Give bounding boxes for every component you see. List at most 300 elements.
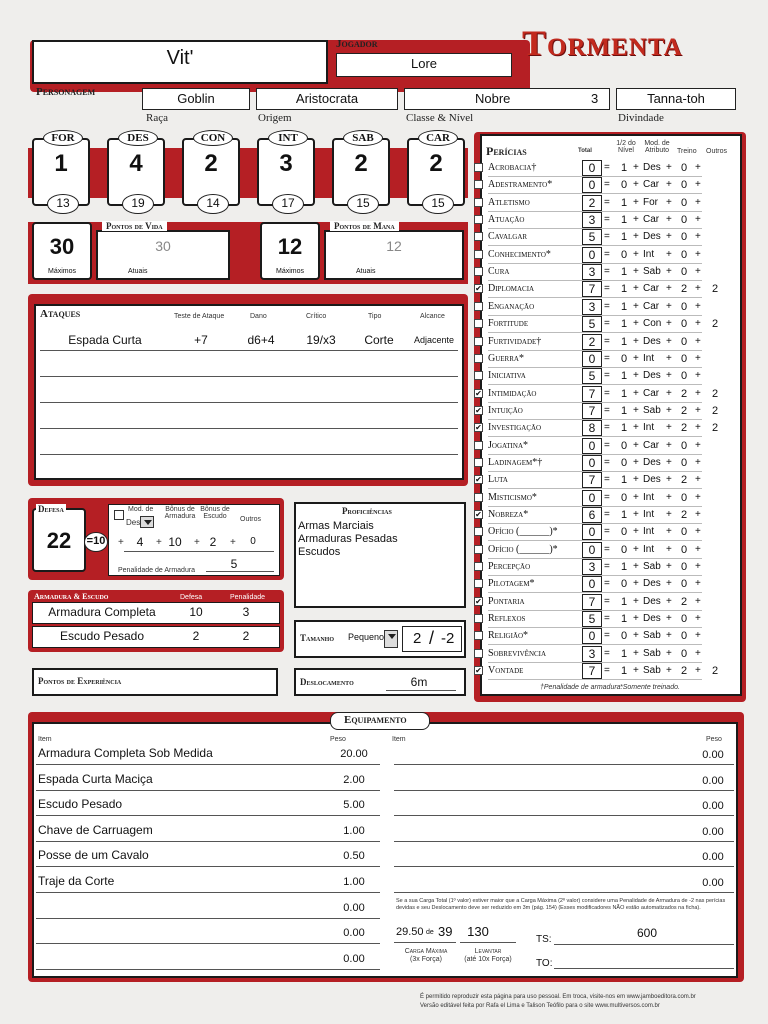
skill-training[interactable]: 2 <box>680 595 688 608</box>
hp-current-value[interactable]: 30 <box>155 238 171 254</box>
skill-other[interactable]: 2 <box>711 665 719 678</box>
player-label: Jogador <box>336 38 378 50</box>
equipment-item-weight[interactable]: 0.00 <box>343 927 365 940</box>
skill-attribute[interactable]: Car <box>643 283 660 295</box>
skill-half-level[interactable]: 1 <box>620 335 628 348</box>
skill-total[interactable]: 8 <box>582 420 602 436</box>
skill-trained-checkbox[interactable] <box>474 163 483 172</box>
skill-attribute[interactable]: Car <box>643 179 660 191</box>
skill-attribute[interactable]: Des <box>643 335 661 347</box>
skill-other[interactable]: 2 <box>711 387 719 400</box>
size-sep: / <box>429 628 435 648</box>
skill-training[interactable]: 2 <box>680 404 688 417</box>
defense-mod-checkbox[interactable] <box>114 510 124 520</box>
skill-training[interactable]: 0 <box>680 613 688 626</box>
equipment-item-weight[interactable]: 1.00 <box>343 824 365 837</box>
attributes-band <box>28 148 468 198</box>
skill-row[interactable] <box>474 542 740 559</box>
skill-trained-checkbox[interactable]: ✔ <box>475 596 482 606</box>
ts-label: TS: <box>536 934 552 945</box>
size-mod2[interactable]: -2 <box>441 630 455 647</box>
skill-row[interactable] <box>474 438 740 455</box>
skill-name: Pilotagem* <box>488 578 535 590</box>
skill-trained-checkbox[interactable] <box>474 493 483 502</box>
attr-int-mod: 3 <box>279 150 293 177</box>
skill-trained-checkbox[interactable] <box>474 232 483 241</box>
skill-row[interactable] <box>474 611 740 628</box>
skill-name: Vontade <box>488 665 524 677</box>
player-field[interactable]: Lore <box>336 53 512 77</box>
skill-attribute[interactable]: Sab <box>643 630 661 642</box>
skill-half-level[interactable]: 1 <box>620 665 628 678</box>
skill-total[interactable]: 0 <box>582 628 602 644</box>
skill-attribute[interactable]: Sab <box>643 647 661 659</box>
skill-trained-checkbox[interactable] <box>474 441 483 450</box>
skill-attribute[interactable]: Sab <box>643 561 661 573</box>
skill-total[interactable]: 0 <box>582 160 602 176</box>
skill-trained-checkbox[interactable] <box>474 527 483 536</box>
skill-name: Sobrevivência <box>488 647 547 659</box>
skill-half-level[interactable]: 0 <box>620 456 628 469</box>
skill-total[interactable]: 3 <box>582 299 602 315</box>
skill-row[interactable] <box>474 490 740 507</box>
size-mod1[interactable]: 2 <box>413 630 422 647</box>
defense-value-line <box>124 551 274 552</box>
skill-trained-checkbox[interactable] <box>474 180 483 189</box>
skill-attribute[interactable]: Int <box>643 509 655 520</box>
defense-shield[interactable]: 2 <box>209 535 217 549</box>
skill-total[interactable]: 5 <box>582 368 602 384</box>
attack-1-test[interactable]: +7 <box>194 333 208 347</box>
skill-half-level[interactable]: 1 <box>620 266 628 279</box>
skill-row[interactable] <box>474 524 740 541</box>
skill-attribute[interactable]: Des <box>643 578 661 590</box>
load-max-label: Carga Máxima <box>404 948 448 955</box>
skill-training[interactable]: 0 <box>680 491 688 504</box>
equipment-item-name[interactable]: Traje da Corte <box>38 874 115 888</box>
skill-total[interactable]: 7 <box>582 386 602 402</box>
skill-row[interactable] <box>474 628 740 645</box>
skill-name: Atuação <box>488 214 525 226</box>
deity-field[interactable]: Tanna-toh <box>616 88 736 110</box>
skill-total[interactable]: 0 <box>582 455 602 471</box>
skill-row[interactable] <box>474 264 740 281</box>
skill-attribute[interactable]: Car <box>643 214 660 226</box>
skill-training[interactable]: 2 <box>680 283 688 296</box>
skill-training[interactable]: 0 <box>680 231 688 244</box>
skill-total[interactable]: 0 <box>582 490 602 506</box>
skill-total[interactable]: 7 <box>582 281 602 297</box>
attr-con-score: 14 <box>197 194 229 214</box>
skill-half-level[interactable]: 1 <box>620 595 628 608</box>
attacks-header-test: Teste de Ataque <box>174 313 225 320</box>
skill-trained-checkbox[interactable] <box>474 302 483 311</box>
origin-field[interactable]: Aristocrata <box>256 88 398 110</box>
skill-total[interactable]: 0 <box>582 247 602 263</box>
defense-mod-attr[interactable]: Des <box>126 518 141 527</box>
skill-training[interactable]: 0 <box>680 318 688 331</box>
skill-half-level[interactable]: 1 <box>620 214 628 227</box>
skill-attribute[interactable]: Sab <box>643 404 661 416</box>
skill-attribute[interactable]: Des <box>643 231 661 243</box>
skill-half-level[interactable]: 0 <box>620 630 628 643</box>
skill-total[interactable]: 5 <box>582 229 602 245</box>
skill-half-level[interactable]: 1 <box>620 474 628 487</box>
equipment-item-weight[interactable]: 1.00 <box>343 876 365 888</box>
equipment-item-weight[interactable]: 20.00 <box>340 748 368 760</box>
plus-sign: + <box>666 543 672 555</box>
skill-half-level[interactable]: 1 <box>620 422 628 435</box>
skill-attribute[interactable]: Car <box>643 387 660 399</box>
attack-1-crit[interactable]: 19/x3 <box>306 333 336 347</box>
proficiency-item[interactable]: Armas Marciais <box>298 520 374 532</box>
skill-attribute[interactable]: Int <box>643 248 655 260</box>
skill-training[interactable]: 0 <box>680 370 688 383</box>
skill-trained-checkbox[interactable] <box>474 631 483 640</box>
equipment-item-weight[interactable]: 0.00 <box>702 800 724 813</box>
defense-armor[interactable]: 10 <box>168 535 182 549</box>
equipment-item-weight[interactable]: 0.00 <box>343 952 365 965</box>
equipment-item-weight[interactable]: 0.00 <box>702 877 724 889</box>
skill-half-level[interactable]: 1 <box>620 387 628 400</box>
skill-training[interactable]: 0 <box>680 179 688 192</box>
skill-trained-checkbox[interactable] <box>474 649 483 658</box>
skill-total[interactable]: 3 <box>582 646 602 662</box>
attr-des-mod: 4 <box>129 150 143 177</box>
skill-total[interactable]: 0 <box>582 351 602 367</box>
skill-training[interactable]: 0 <box>680 214 688 227</box>
skill-trained-checkbox[interactable] <box>474 215 483 224</box>
skill-total[interactable]: 5 <box>582 611 602 627</box>
skill-row[interactable] <box>474 420 740 437</box>
skill-row[interactable] <box>474 160 740 177</box>
skill-training[interactable]: 0 <box>680 630 688 643</box>
skill-row[interactable] <box>474 646 740 663</box>
attr-car-name: CAR <box>418 130 458 146</box>
skill-row[interactable] <box>474 281 740 298</box>
skill-attribute[interactable]: Sab <box>643 266 661 278</box>
skill-row[interactable] <box>474 247 740 264</box>
skill-attribute[interactable]: Sab <box>643 665 661 677</box>
size-dropdown-icon[interactable] <box>384 630 398 648</box>
skill-other[interactable]: 2 <box>711 422 719 435</box>
skill-half-level[interactable]: 1 <box>620 613 628 626</box>
equals-sign: = <box>604 283 610 295</box>
skill-training[interactable]: 0 <box>680 162 688 174</box>
skill-half-level[interactable]: 0 <box>620 543 628 556</box>
defense-penalty[interactable]: 5 <box>230 557 238 571</box>
skill-trained-checkbox[interactable] <box>474 337 483 346</box>
skill-training[interactable]: 0 <box>680 456 688 469</box>
equipment-item-name[interactable]: Armadura Completa Sob Medida <box>38 746 213 760</box>
equipment-item-name[interactable]: Posse de um Cavalo <box>38 848 149 863</box>
plus-sign: + <box>695 162 701 173</box>
defense-attr-dropdown-icon[interactable] <box>140 516 154 528</box>
skill-total[interactable]: 3 <box>582 264 602 280</box>
skill-training[interactable]: 2 <box>680 665 688 678</box>
attack-1-name[interactable]: Espada Curta <box>68 333 142 347</box>
skill-training[interactable]: 0 <box>680 248 688 261</box>
skill-training[interactable]: 0 <box>680 300 688 313</box>
skills-total-label: Total <box>578 148 592 154</box>
skill-trained-checkbox[interactable] <box>474 198 483 207</box>
skill-total[interactable]: 7 <box>582 663 602 679</box>
skill-training[interactable]: 2 <box>680 509 688 521</box>
skill-training[interactable]: 0 <box>680 526 688 539</box>
skill-attribute[interactable]: Des <box>643 370 661 382</box>
skill-attribute[interactable]: Int <box>643 352 655 364</box>
attack-1-type[interactable]: Corte <box>364 333 394 347</box>
skill-half-level[interactable]: 1 <box>620 404 628 417</box>
skill-half-level[interactable]: 0 <box>620 352 628 365</box>
skill-row[interactable] <box>474 559 740 576</box>
skill-row[interactable] <box>474 195 740 212</box>
skill-training[interactable]: 0 <box>680 266 688 279</box>
skill-half-level[interactable]: 1 <box>620 647 628 660</box>
skill-row[interactable] <box>474 212 740 229</box>
attr-con-name: CON <box>193 130 233 146</box>
skill-row[interactable] <box>474 334 740 351</box>
skill-half-level[interactable]: 0 <box>620 578 628 591</box>
equipment-item-weight[interactable]: 0.00 <box>702 749 724 761</box>
armor-pen-label: Penalidade <box>230 594 266 601</box>
to-line <box>554 968 734 969</box>
equals-sign: = <box>604 370 610 382</box>
skill-trained-checkbox[interactable]: ✔ <box>475 423 482 433</box>
skill-row[interactable] <box>474 507 740 524</box>
skill-total[interactable]: 3 <box>582 559 602 575</box>
skill-row[interactable] <box>474 351 740 368</box>
equipment-row-line <box>36 943 380 944</box>
skill-trained-checkbox[interactable] <box>474 545 483 554</box>
skill-trained-checkbox[interactable] <box>474 319 483 328</box>
hp-current-label: Atuais <box>128 268 148 275</box>
equipment-row-line <box>394 892 734 893</box>
proficiency-item[interactable]: Escudos <box>298 546 341 558</box>
skill-row[interactable] <box>474 455 740 472</box>
skill-half-level[interactable]: 0 <box>620 491 628 504</box>
skill-total[interactable]: 0 <box>582 524 602 540</box>
mp-current-value[interactable]: 12 <box>386 238 402 254</box>
skill-trained-checkbox[interactable]: ✔ <box>475 510 482 519</box>
skill-total[interactable]: 2 <box>582 195 602 211</box>
skill-total[interactable]: 3 <box>582 212 602 228</box>
skill-row[interactable] <box>474 663 740 680</box>
plus-sign: + <box>633 422 639 434</box>
skill-trained-checkbox[interactable]: ✔ <box>475 284 482 294</box>
equipment-item-weight[interactable]: 0.00 <box>702 774 724 787</box>
skill-half-level[interactable]: 1 <box>620 561 628 574</box>
defense-shield-label: Bônus de Escudo <box>200 506 230 520</box>
size-mod-box <box>402 626 462 652</box>
proficiency-item[interactable]: Armaduras Pesadas <box>298 533 398 545</box>
skill-row[interactable] <box>474 299 740 316</box>
plus-sign: + <box>695 404 701 416</box>
skill-attribute[interactable]: Des <box>643 456 661 468</box>
skill-attribute[interactable]: Int <box>643 526 655 538</box>
skill-training[interactable]: 0 <box>680 561 688 574</box>
skill-total[interactable]: 0 <box>582 542 602 558</box>
skill-attribute[interactable]: Des <box>643 162 661 173</box>
equipment-item-weight[interactable]: 0.00 <box>343 901 365 914</box>
skill-half-level[interactable]: 0 <box>620 248 628 261</box>
skill-row[interactable] <box>474 472 740 489</box>
attr-sab[interactable] <box>332 132 390 210</box>
skill-half-level[interactable]: 1 <box>620 231 628 244</box>
skill-attribute[interactable]: Des <box>643 613 661 625</box>
equipment-item-weight[interactable]: 0.00 <box>702 825 724 838</box>
hp-max-value[interactable]: 30 <box>49 234 75 259</box>
equals-sign: = <box>604 179 610 191</box>
skill-total[interactable]: 0 <box>582 576 602 592</box>
skill-half-level[interactable]: 1 <box>620 300 628 313</box>
plus-sign: + <box>633 318 639 330</box>
size-value[interactable]: Pequeno <box>348 632 385 642</box>
skill-total[interactable]: 5 <box>582 316 602 332</box>
skill-half-level[interactable]: 0 <box>620 439 628 452</box>
hp-current-box <box>96 230 230 280</box>
class-field[interactable] <box>404 88 610 110</box>
skill-trained-checkbox[interactable] <box>474 267 483 276</box>
skill-trained-checkbox[interactable]: ✔ <box>475 475 482 485</box>
attr-car[interactable] <box>407 132 465 210</box>
skill-training[interactable]: 0 <box>680 543 688 556</box>
attr-con[interactable] <box>182 132 240 210</box>
skill-training[interactable]: 2 <box>680 422 688 435</box>
skill-training[interactable]: 2 <box>680 387 688 400</box>
attr-int-name: INT <box>268 130 308 146</box>
skill-attribute[interactable]: Des <box>643 474 661 486</box>
skill-row[interactable] <box>474 403 740 420</box>
skill-half-level[interactable]: 0 <box>620 526 628 539</box>
attr-des[interactable] <box>107 132 165 210</box>
skill-half-level[interactable]: 1 <box>620 318 628 331</box>
skill-half-level[interactable]: 1 <box>620 196 628 209</box>
skill-other[interactable]: 2 <box>711 283 719 296</box>
skill-attribute[interactable]: Des <box>643 595 661 607</box>
equipment-item-name[interactable]: Chave de Carruagem <box>38 822 153 837</box>
equipment-item-weight[interactable]: 0.50 <box>343 850 365 863</box>
skill-attribute[interactable]: Car <box>643 300 660 312</box>
skill-total[interactable]: 0 <box>582 177 602 193</box>
skill-row[interactable] <box>474 594 740 611</box>
skill-trained-checkbox[interactable] <box>474 458 483 467</box>
attack-1-range[interactable]: Adjacente <box>413 335 455 345</box>
defense-value[interactable]: 22 <box>46 528 72 553</box>
skill-total[interactable]: 0 <box>582 438 602 454</box>
mp-max-value[interactable]: 12 <box>277 234 303 259</box>
skill-total[interactable]: 6 <box>582 507 602 523</box>
skill-training[interactable]: 0 <box>680 335 688 348</box>
skill-name: Misticismo* <box>488 491 537 503</box>
equipment-item-name[interactable]: Espada Curta Maciça <box>38 771 153 786</box>
skill-total[interactable]: 2 <box>582 334 602 350</box>
skill-trained-checkbox[interactable] <box>474 562 483 571</box>
equipment-item-name[interactable]: Escudo Pesado <box>38 797 123 812</box>
skill-trained-checkbox[interactable] <box>474 614 483 623</box>
character-name-field[interactable]: Vit' <box>166 47 194 69</box>
skill-training[interactable]: 0 <box>680 578 688 591</box>
skill-half-level[interactable]: 1 <box>620 370 628 383</box>
plus-sign: + <box>666 300 672 312</box>
skill-trained-checkbox[interactable]: ✔ <box>475 666 482 676</box>
race-field[interactable]: Goblin <box>142 88 250 110</box>
skill-attribute[interactable]: Con <box>643 318 662 330</box>
equipment-item-weight[interactable]: 5.00 <box>343 799 365 812</box>
skill-row[interactable] <box>474 576 740 593</box>
equipment-row-line <box>36 866 380 867</box>
skill-training[interactable]: 0 <box>680 352 688 365</box>
skill-name: Intuição <box>488 404 523 416</box>
defense-mod[interactable]: 4 <box>136 535 144 549</box>
skill-attribute[interactable]: For <box>643 196 658 208</box>
skill-half-level[interactable]: 1 <box>620 162 628 174</box>
skill-training[interactable]: 0 <box>680 647 688 660</box>
skill-row[interactable] <box>474 229 740 246</box>
skill-attribute[interactable]: Int <box>643 422 655 434</box>
skill-total[interactable]: 7 <box>582 403 602 419</box>
skill-trained-checkbox[interactable]: ✔ <box>475 405 482 415</box>
equipment-row-line <box>36 918 380 919</box>
movement-value[interactable]: 6m <box>410 675 428 689</box>
skill-trained-checkbox[interactable] <box>474 579 483 588</box>
armor-2-name: Escudo Pesado <box>59 629 145 643</box>
skill-attribute[interactable]: Car <box>643 439 660 451</box>
armor-row-1[interactable] <box>32 602 280 624</box>
attr-for[interactable] <box>32 132 90 210</box>
attr-int[interactable] <box>257 132 315 210</box>
skill-row[interactable] <box>474 386 740 403</box>
skill-trained-checkbox[interactable] <box>474 371 483 380</box>
skill-row[interactable] <box>474 316 740 333</box>
skill-half-level[interactable]: 0 <box>620 179 628 192</box>
skill-training[interactable]: 2 <box>680 474 688 487</box>
attack-1-damage[interactable]: d6+4 <box>247 333 275 347</box>
skill-row[interactable] <box>474 177 740 194</box>
skill-half-level[interactable]: 1 <box>620 283 628 296</box>
skill-total[interactable]: 7 <box>582 472 602 488</box>
skill-other[interactable]: 2 <box>711 318 719 331</box>
equipment-item-weight[interactable]: 2.00 <box>343 773 365 786</box>
skill-row[interactable] <box>474 368 740 385</box>
equipment-row-line <box>36 790 380 791</box>
skill-other[interactable]: 2 <box>711 404 719 417</box>
class-label: Classe & Nível <box>406 112 474 124</box>
equipment-item-weight[interactable]: 0.00 <box>702 851 724 864</box>
skill-attribute[interactable]: Int <box>643 491 655 503</box>
armor-row-2[interactable] <box>32 626 280 648</box>
equipment-row-line <box>394 815 734 816</box>
plus-sign: + <box>633 300 639 312</box>
skill-name: Guerra* <box>488 352 524 364</box>
skill-attribute[interactable]: Int <box>643 543 655 555</box>
defense-value-box <box>32 508 86 572</box>
skill-trained-checkbox[interactable] <box>474 354 483 363</box>
skill-trained-checkbox[interactable] <box>474 250 483 259</box>
skill-trained-checkbox[interactable]: ✔ <box>475 388 482 398</box>
plus-sign: + <box>633 370 639 382</box>
skill-total[interactable]: 7 <box>582 594 602 610</box>
equals-sign: = <box>604 439 610 451</box>
equals-sign: = <box>604 613 610 625</box>
defense-other[interactable]: 0 <box>250 536 256 547</box>
skill-training[interactable]: 0 <box>680 196 688 209</box>
attr-for-name: FOR <box>43 130 83 146</box>
plus-sign: + <box>695 456 701 468</box>
skill-half-level[interactable]: 1 <box>620 509 628 521</box>
ts-value[interactable]: 600 <box>636 926 658 940</box>
skill-training[interactable]: 0 <box>680 439 688 452</box>
